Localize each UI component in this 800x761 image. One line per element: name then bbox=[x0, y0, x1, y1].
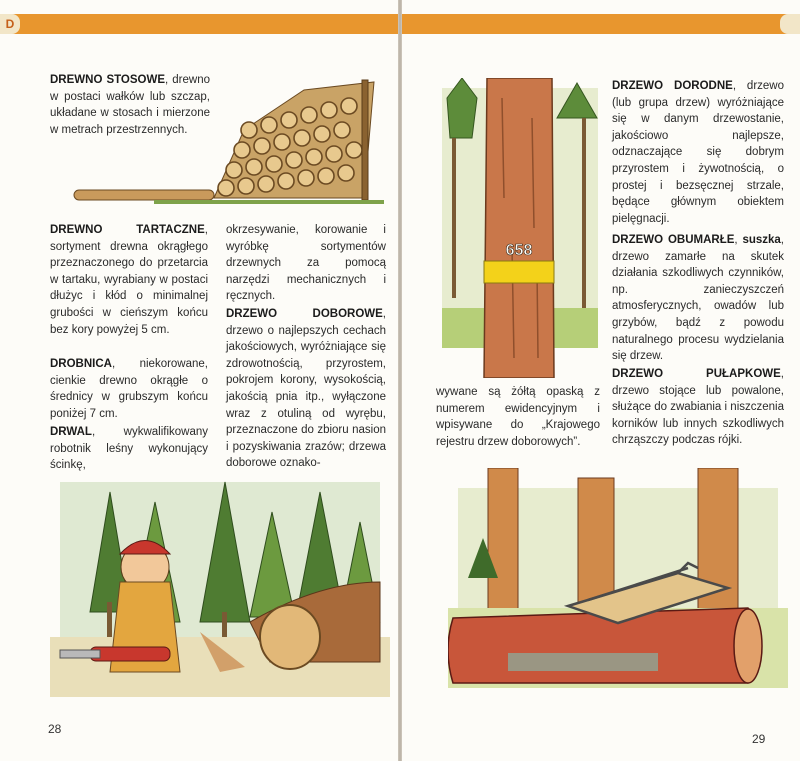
def-drwal: , wykwalifikowany robotnik leśny wykonujący ścinkę, bbox=[50, 426, 208, 472]
trap-log-illustration bbox=[448, 468, 788, 704]
entry-drzewo-dorodne bbox=[612, 78, 784, 227]
term2-drzewo-obumarle: suszka bbox=[742, 234, 781, 246]
def-drzewo-pulapkowe: , drzewo stojące lub powalone, służące do zwabiania i niszczenia korników lub innych szkodliwych chrząszczy podczas rójki. bbox=[612, 368, 784, 447]
page-number-right: 29 bbox=[752, 732, 766, 746]
def-drzewo-dorodne: , drzewo (lub grupa drzew) wyróżniające się w danym drzewostanie, jakościowo najlepsze, odznaczające się dobrym przyrostem i żywotnością, o prostej i bezsęcznej strzale, będące głównym obiektem pielęgnacji. bbox=[612, 80, 784, 225]
lumberjack-illustration bbox=[50, 472, 390, 704]
def-drewno-tartaczne: , sortyment drewna okrągłego przeznaczonego do przetarcia w tartaku, wyrabiany w postaci dłużyc i kłód o minimalnej grubości w cieńszym końcu bez kory powyżej 5 cm. bbox=[50, 224, 208, 336]
term-drewno-tartaczne: DREWNO TARTACZNE bbox=[50, 224, 205, 236]
stacked-logs-illustration bbox=[44, 70, 394, 210]
drwal-continuation: okrzesywanie, korowanie i wyróbkę sortymentów drzewnych za pomocą narzędzi mechanicznych i ręcznych. bbox=[226, 224, 386, 303]
sep-drzewo-obumarle: , bbox=[734, 234, 743, 246]
def-drewno-stosowe: , drewno w postaci wałków lub szczap, układane w stosach i mierzone w metrach przestrzennych. bbox=[50, 74, 211, 136]
section-tab-left: D bbox=[0, 14, 20, 34]
entry-drzewo-obumarle bbox=[612, 232, 784, 365]
entry-drzewo-pulapkowe bbox=[612, 366, 784, 449]
term-drobnica: DROBNICA bbox=[50, 358, 112, 370]
tree-number-label: 658 bbox=[505, 242, 533, 259]
term-drewno-stosowe: DREWNO STOSOWE bbox=[50, 74, 166, 86]
term-drzewo-doborowe: DRZEWO DOBOROWE bbox=[226, 308, 383, 320]
header-bar-left bbox=[0, 14, 398, 34]
left-page bbox=[0, 0, 398, 761]
def-drzewo-doborowe: , drzewo o najlepszych cechach jakościowych, wyróżniające się zdrowotnością, przyrostem, pokrojem korony, wysokością, jakością pnia itp., wyłączone wraz z otuliną od wyrębu, przeznaczone do zbioru nasion i pozyskiwania zrazów; drzewa doborowe oznako- bbox=[226, 308, 386, 470]
term-drzewo-pulapkowe: DRZEWO PUŁAPKOWE bbox=[612, 368, 781, 380]
def-drzewo-obumarle: , drzewo zamarłe na skutek działania szkodliwych czynników, np. zanieczyszczeń atmosferycznych, owadów lub grzybów, bądź z powodu naturalnego procesu wydzielania się drzew. bbox=[612, 234, 784, 363]
entry-drewno-tartaczne bbox=[50, 222, 208, 338]
entry-drzewo-doborowe bbox=[226, 306, 386, 472]
term-drzewo-obumarle: DRZEWO OBUMARŁE bbox=[612, 234, 735, 246]
term-drzewo-dorodne: DRZEWO DORODNE bbox=[612, 80, 733, 92]
def-drobnica: , niekorowane, cienkie drewno okrągłe o średnicy w grubszym końcu poniżej 7 cm. bbox=[50, 358, 208, 420]
entry-drobnica bbox=[50, 356, 208, 422]
header-bar-right bbox=[402, 14, 800, 34]
right-page bbox=[402, 0, 800, 761]
term-drwal: DRWAL bbox=[50, 426, 92, 438]
doborowe-continuation: wywane są żółtą opaską z numerem ewidencyjnym i wpisywane do „Krajowego rejestru drzew doborowych”. bbox=[436, 386, 600, 448]
section-tab-right bbox=[780, 14, 800, 34]
entry-drwal bbox=[50, 424, 208, 474]
page-number-left: 28 bbox=[48, 722, 62, 736]
marked-tree-illustration bbox=[442, 78, 598, 378]
